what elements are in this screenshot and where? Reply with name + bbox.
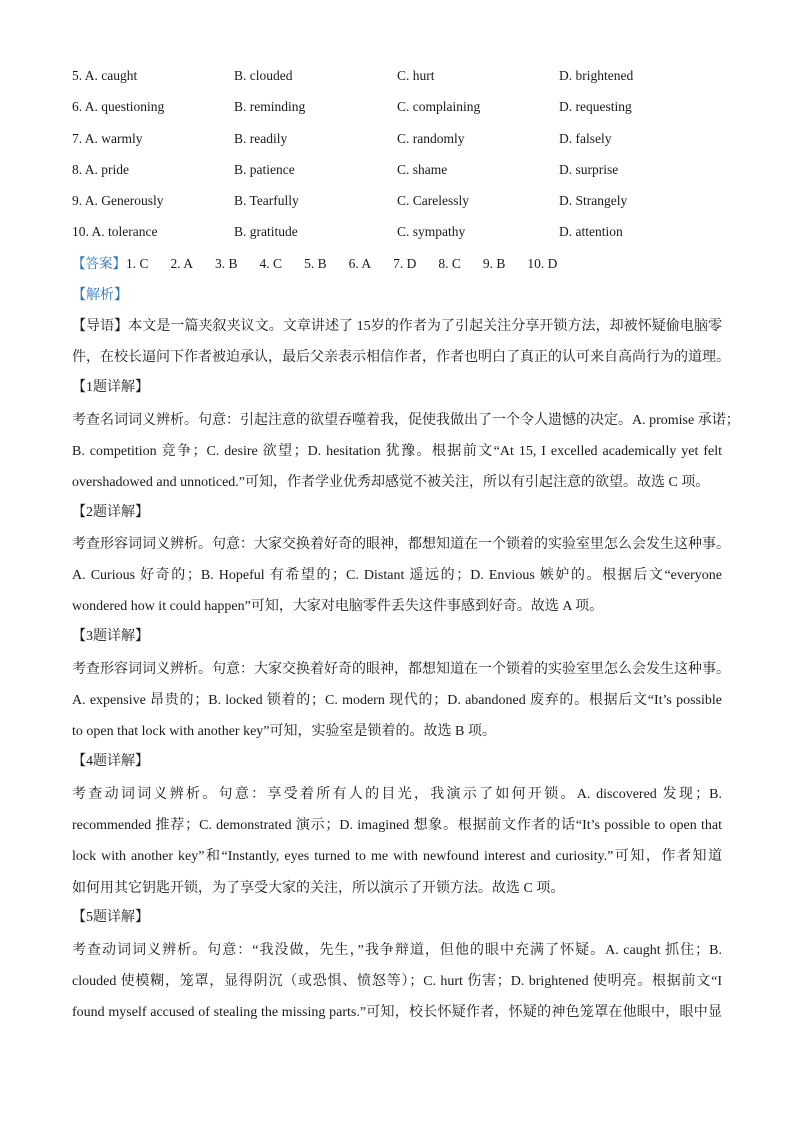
section-body-q5 — [72, 935, 722, 1029]
option-a: 6. A. questioning — [72, 99, 165, 114]
section-body-q2 — [72, 529, 730, 623]
text-line: to open that lock with another key”可知，实验室是锁着的。故选 B 项。 — [72, 724, 496, 740]
option-b: B. patience — [234, 162, 295, 177]
question-7-options — [0, 129, 794, 149]
answer-label: 【答案】 — [72, 256, 126, 271]
text-line: 考查形容词词义辨析。句意：大家交换着好奇的眼神，都想知道在一个锁着的实验室里怎么会发生这种事。 — [72, 662, 730, 677]
option-d: D. attention — [559, 224, 623, 239]
question-6-options — [0, 97, 794, 117]
option-b: B. gratitude — [234, 224, 298, 239]
option-a: 5. A. caught — [72, 68, 138, 83]
section-heading-q5: 【5题详解】 — [72, 910, 149, 925]
option-c: C. Carelessly — [397, 193, 469, 208]
option-c: C. randomly — [397, 131, 465, 146]
option-a: 8. A. pride — [72, 162, 129, 177]
answer-item: 6. A — [348, 256, 372, 271]
text-line: 考查动词词义辨析。句意：享受着所有人的目光，我演示了如何开锁。A. discovered 发现；B. — [72, 787, 722, 802]
option-c: C. complaining — [397, 99, 481, 114]
text-line: lock with another key”和“Instantly, eyes turned to me with newfound interest and curiosity.”可知，作者知道 — [72, 849, 722, 865]
text-line: 考查名词词义辨析。句意：引起注意的欲望吞噬着我，促使我做出了一个令人遗憾的决定。A. promise 承诺； — [72, 413, 740, 428]
option-a: 9. A. Generously — [72, 193, 164, 208]
section-body-q4 — [72, 779, 722, 904]
answer-item: 10. D — [527, 256, 558, 271]
section-heading-q4: 【4题详解】 — [72, 754, 149, 769]
text-line: A. expensive 昂贵的；B. locked 锁着的；C. modern 现代的；D. abandoned 废弃的。根据后文“It’s possible — [72, 693, 722, 709]
option-d: D. falsely — [559, 131, 612, 146]
option-b: B. reminding — [234, 99, 306, 114]
text-line: wondered how it could happen”可知，大家对电脑零件丢失这件事感到好奇。故选 A 项。 — [72, 599, 604, 615]
text-line: A. Curious 好奇的；B. Hopeful 有希望的；C. Distant 遥远的；D. Envious 嫉妒的。根据后文“everyone — [72, 568, 722, 584]
text-line: 考查动词词义辨析。句意：“我没做，先生，”我争辩道，但他的眼中充满了怀疑。A. caught 抓住；B. — [72, 943, 722, 958]
question-5-options — [0, 66, 794, 86]
option-b: B. Tearfully — [234, 193, 299, 208]
option-b: B. clouded — [234, 68, 293, 83]
analysis-heading: 【解析】 — [72, 288, 128, 303]
option-b: B. readily — [234, 131, 288, 146]
option-d: D. Strangely — [559, 193, 628, 208]
section-body-q3 — [72, 654, 730, 748]
option-d: D. surprise — [559, 162, 619, 177]
answer-item: 4. C — [259, 256, 283, 271]
option-d: D. brightened — [559, 68, 634, 83]
option-d: D. requesting — [559, 99, 632, 114]
text-line: 件，在校长逼问下作者被迫承认，最后父亲表示相信作者，作者也明白了真正的认可来自高尚行为的道理。 — [72, 350, 730, 366]
option-a: 7. A. warmly — [72, 131, 143, 146]
text-line: clouded 使模糊，笼罩，显得阴沉（或恐惧、愤怒等）；C. hurt 伤害；D. brightened 使明亮。根据前文“I — [72, 974, 722, 990]
option-c: C. sympathy — [397, 224, 466, 239]
text-line: overshadowed and unnoticed.”可知，作者学业优秀却感觉不被关注，所以有引起注意的欲望。故选 C 项。 — [72, 475, 710, 491]
intro-paragraph — [72, 311, 730, 373]
answer-item: 7. D — [393, 256, 417, 271]
answer-item: 9. B — [482, 256, 506, 271]
text-line: recommended 推荐；C. demonstrated 演示；D. imagined 想象。根据前文作者的话“It’s possible to open that — [72, 818, 722, 834]
text-line: found myself accused of stealing the missing parts.”可知，校长怀疑作者，怀疑的神色笼罩在他眼中，眼中显 — [72, 1005, 722, 1021]
text-line: B. competition 竞争；C. desire 欲望；D. hesitation 犹豫。根据前文“At 15, I excelled academically yet felt — [72, 444, 722, 460]
answer-item: 1. C — [126, 256, 149, 271]
answer-item: 8. C — [438, 256, 461, 271]
answer-key — [72, 254, 579, 274]
section-body-q1 — [72, 405, 740, 499]
section-heading-q2: 【2题详解】 — [72, 505, 149, 520]
section-heading-q3: 【3题详解】 — [72, 629, 149, 644]
answer-item: 5. B — [304, 256, 327, 271]
answer-item: 3. B — [215, 256, 238, 271]
question-8-options — [0, 160, 794, 180]
option-a: 10. A. tolerance — [72, 224, 158, 239]
answer-item: 2. A — [170, 256, 194, 271]
option-c: C. shame — [397, 162, 448, 177]
text-line: 考查形容词词义辨析。句意：大家交换着好奇的眼神，都想知道在一个锁着的实验室里怎么会发生这种事。 — [72, 537, 730, 552]
section-heading-q1: 【1题详解】 — [72, 380, 149, 395]
text-line: 【导语】本文是一篇夹叙夹议文。文章讲述了 15岁的作者为了引起关注分享开锁方法，却被怀疑偷电脑零 — [72, 319, 722, 334]
question-9-options — [0, 191, 794, 211]
text-line: 如何用其它钥匙开锁，为了享受大家的关注，所以演示了开锁方法。故选 C 项。 — [72, 880, 565, 896]
question-10-options — [0, 222, 794, 242]
option-c: C. hurt — [397, 68, 435, 83]
